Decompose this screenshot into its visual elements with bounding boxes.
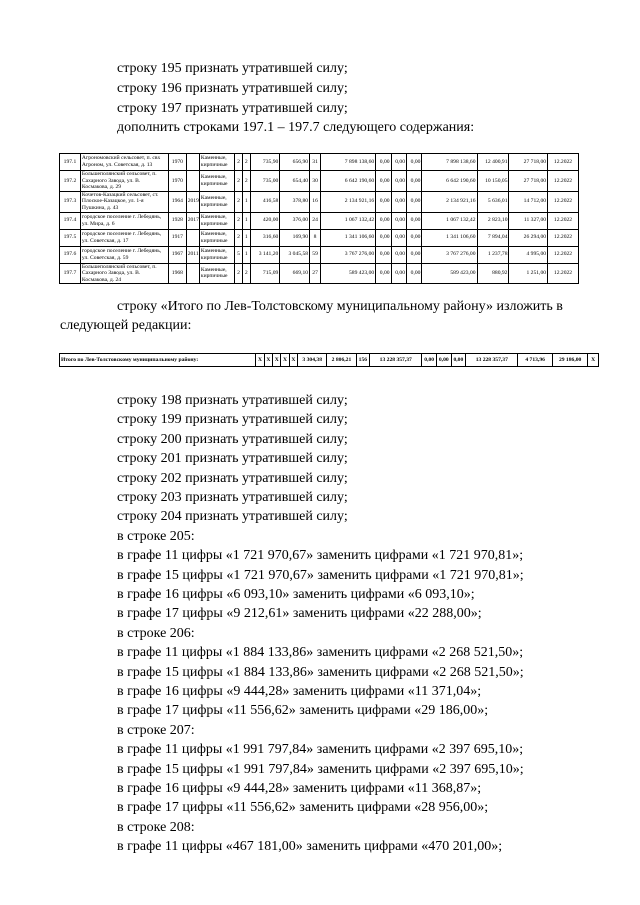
totals-cell: 0,00 (451, 354, 466, 367)
table-cell: 0,00 (407, 246, 422, 263)
amendment-line: в графе 16 цифры «9 444,28» заменить цифрами «11 371,04»; (117, 684, 482, 699)
table-cell: 197.5 (60, 229, 81, 246)
inserted-rows-table (59, 153, 579, 284)
table-cell: 2 (242, 154, 250, 171)
table-cell: 0,00 (407, 191, 422, 212)
table-row (60, 171, 579, 192)
table-cell: 12.2022 (548, 212, 579, 229)
table-cell: 735,90 (250, 154, 280, 171)
table-cell: Агрономовский сельсовет, п. свх Агроном, ул. Советская, д. 13 (80, 154, 168, 171)
table-cell: городское поселение г. Лебедянь, ул. Советская, д. 17 (80, 229, 168, 246)
table-cell: 1964 (169, 191, 187, 212)
amendment-line: в графе 11 цифры «1 884 133,86» заменить цифрами «2 268 521,50»; (117, 645, 524, 661)
table-cell: 1970 (169, 171, 187, 192)
table-cell: 0,00 (391, 191, 406, 212)
table-row (60, 263, 579, 284)
table-cell: 0,00 (407, 171, 422, 192)
table-cell: 3 767 276,00 (321, 246, 376, 263)
table-cell: 12.2022 (548, 263, 579, 284)
table-cell: Большеполянский сельсовет, п. Сахарного Завода, ул. В. Космакова, д. 29 (80, 171, 168, 192)
table-cell: 0,00 (407, 263, 422, 284)
table-row (60, 212, 579, 229)
table-row (60, 154, 579, 171)
table-cell (186, 229, 199, 246)
table-cell: 2 (235, 171, 243, 192)
table-cell: 1 237,78 (477, 246, 509, 263)
table-cell: 26 294,00 (509, 229, 548, 246)
table-cell: Каменные, кирпичные (199, 212, 234, 229)
table-cell: 0,00 (391, 154, 406, 171)
table-cell: 197.2 (60, 171, 81, 192)
amendment-line: в графе 15 цифры «1 884 133,86» заменить цифрами «2 268 521,50»; (117, 664, 524, 680)
table-cell: 2 (235, 229, 243, 246)
table-cell: 1 341 106,60 (422, 229, 477, 246)
totals-cell: X (289, 354, 297, 367)
totals-table (59, 353, 599, 367)
table-cell: 10 150,05 (477, 171, 509, 192)
table-row (60, 191, 579, 212)
table-cell: Каменные, кирпичные (199, 229, 234, 246)
amendment-line: в графе 11 цифры «467 181,00» заменить цифрами «470 201,00»; (117, 839, 503, 855)
table-cell: 169,90 (280, 229, 310, 246)
table-row (60, 229, 579, 246)
amendment-line: в строке 205: (117, 528, 195, 544)
table-cell: 197.1 (60, 154, 81, 171)
table-cell: Каменные, кирпичные (199, 154, 234, 171)
table-cell: 376,00 (280, 212, 310, 229)
table-cell: 416,58 (250, 191, 280, 212)
table-cell: 197.3 (60, 191, 81, 212)
totals-cell: 0,00 (436, 354, 451, 367)
table-cell: 7 894,04 (477, 229, 509, 246)
table-cell: 7 898 138,60 (422, 154, 477, 171)
table-cell: 6 642 190,60 (321, 171, 376, 192)
table-cell: 5 636,01 (477, 191, 509, 212)
table-cell: 2 134 921,16 (422, 191, 477, 212)
table-cell: 656,90 (280, 154, 310, 171)
amendment-line: строку 200 признать утратившей силу; (117, 431, 348, 447)
intro-line: строку 197 признать утратившей силу; (117, 101, 348, 116)
table-cell: 0,00 (376, 154, 391, 171)
table-cell: 880,92 (477, 263, 509, 284)
amendment-line: в графе 17 цифры «9 212,61» заменить цифрами «22 288,00»; (117, 606, 482, 622)
table-cell: 715,09 (250, 263, 280, 284)
table-cell: 378,80 (280, 191, 310, 212)
paragraph-totals-instruction: строку «Итого по Лев-Толстовскому муниципальному району» изложить в следующей редакции: (60, 299, 563, 333)
table-cell: городское поселение г. Лебедянь, ул. Мира, д. 6 (80, 212, 168, 229)
table-cell: 0,00 (391, 246, 406, 263)
table-cell: 12.2022 (548, 246, 579, 263)
table-cell: 735,00 (250, 171, 280, 192)
table-cell: 11 327,00 (509, 212, 548, 229)
amendment-line: в строке 207: (117, 722, 195, 738)
intro-line: строку 195 признать утратившей силу; (117, 61, 348, 76)
amendment-line: в графе 15 цифры «1 991 797,84» заменить цифрами «2 397 695,10»; (117, 761, 524, 777)
table-cell: 1 (242, 191, 250, 212)
table-cell: 2 (235, 154, 243, 171)
table-cell (186, 154, 199, 171)
table-cell: 2 (242, 171, 250, 192)
amendment-line: строку 203 признать утратившей силу; (117, 490, 348, 505)
intro-line: дополнить строками 197.1 – 197.7 следующего содержания: (117, 120, 475, 135)
table-cell: 2011 (186, 246, 199, 263)
table-cell: 0,00 (376, 191, 391, 212)
amendment-line: строку 204 признать утратившей силу; (117, 509, 348, 525)
table-cell: 2 (235, 212, 243, 229)
table-cell: 6 642 190,60 (422, 171, 477, 192)
table-cell: 197.4 (60, 212, 81, 229)
table-cell: Каменные, кирпичные (199, 191, 234, 212)
table-cell: 0,00 (391, 212, 406, 229)
amendment-line: в строке 208: (117, 819, 195, 835)
table-cell (186, 263, 199, 284)
table-cell: 2019 (186, 191, 199, 212)
table-cell: 27 718,00 (509, 171, 548, 192)
amendment-line: строку 201 признать утратившей силу; (117, 451, 348, 467)
totals-row (60, 354, 599, 367)
table-row (60, 246, 579, 263)
table-cell: 7 898 138,60 (321, 154, 376, 171)
totals-cell: X (256, 354, 264, 367)
table-cell: Большеполянский сельсовет, п. Сахарного Завода, ул. В. Космакова, д. 24 (80, 263, 168, 284)
totals-cell: X (588, 354, 599, 367)
amendment-line: в графе 17 цифры «11 556,62» заменить цифрами «28 956,00»; (117, 800, 489, 816)
intro-line: строку 196 признать утратившей силу; (117, 81, 348, 96)
table-cell: 2 134 921,16 (321, 191, 376, 212)
table-cell: 4 995,00 (509, 246, 548, 263)
table-cell: 27 718,00 (509, 154, 548, 171)
table-cell: 654,40 (280, 171, 310, 192)
table-cell: Каменные, кирпичные (199, 171, 234, 192)
amendment-line: в строке 206: (117, 625, 195, 641)
table-cell: 14 712,00 (509, 191, 548, 212)
table-cell: 0,00 (391, 171, 406, 192)
table-cell: 2 (235, 191, 243, 212)
table-cell: 3 767 276,00 (422, 246, 477, 263)
table-cell: 1 251,00 (509, 263, 548, 284)
table-cell: 16 (310, 191, 321, 212)
table-cell: 1968 (169, 263, 187, 284)
table-cell: 1917 (169, 229, 187, 246)
table-cell: 316,60 (250, 229, 280, 246)
table-cell: 12.2022 (548, 191, 579, 212)
amendment-line: строку 202 признать утратившей силу; (117, 470, 348, 486)
table-cell: 0,00 (376, 171, 391, 192)
table-cell: 1 067 132,42 (321, 212, 376, 229)
amendment-line: строку 198 признать утратившей силу; (117, 393, 348, 408)
table-cell: 1 067 132,42 (422, 212, 477, 229)
table-cell: 0,00 (376, 263, 391, 284)
table-cell: 59 (310, 246, 321, 263)
totals-cell: X (281, 354, 289, 367)
table-cell: 2 (242, 263, 250, 284)
table-cell: 2 823,10 (477, 212, 509, 229)
amendment-line: в графе 11 цифры «1 721 970,67» заменить цифрами «1 721 970,81»; (117, 548, 524, 564)
table-cell: городское поселение г. Лебедянь, ул. Советская, д. 59 (80, 246, 168, 263)
table-cell (186, 171, 199, 192)
table-cell: 1 (242, 212, 250, 229)
table-cell: Каменные, кирпичные (199, 246, 234, 263)
table-cell: 1967 (169, 246, 187, 263)
table-cell: 8 (310, 229, 321, 246)
totals-cell: X (264, 354, 272, 367)
totals-cell: 4 713,96 (518, 354, 552, 367)
table-cell: 0,00 (407, 154, 422, 171)
totals-cell: 13 228 357,37 (370, 354, 422, 367)
table-cell: 0,00 (376, 212, 391, 229)
table-cell: 1 (242, 229, 250, 246)
table-cell: Кочетов-Казацкий сельсовет, ст. Плоское-Казацкое, ул. 1-я Пушкина, д. 43 (80, 191, 168, 212)
table-cell: 0,00 (407, 229, 422, 246)
table-cell: 669,10 (280, 263, 310, 284)
table-cell: 12.2022 (548, 229, 579, 246)
table-cell: 0,00 (391, 263, 406, 284)
table-cell: 3 045,58 (280, 246, 310, 263)
table-cell: 27 (310, 263, 321, 284)
amendment-line: строку 199 признать утратившей силу; (117, 412, 348, 428)
table-cell: 2017 (186, 212, 199, 229)
totals-cell: 0,00 (422, 354, 437, 367)
table-cell: 3 141,20 (250, 246, 280, 263)
totals-label: Итого по Лев-Толстовскому муниципальному району: (60, 354, 256, 367)
table-cell: 0,00 (376, 246, 391, 263)
table-cell: 0,00 (376, 229, 391, 246)
table-cell: 197.7 (60, 263, 81, 284)
amendment-line: в графе 11 цифры «1 991 797,84» заменить цифрами «2 397 695,10»; (117, 742, 524, 758)
table-cell: 197.6 (60, 246, 81, 263)
table-cell: Каменные, кирпичные (199, 263, 234, 284)
table-cell: 589 423,00 (321, 263, 376, 284)
totals-cell: X (273, 354, 281, 367)
table-cell: 589 423,00 (422, 263, 477, 284)
table-cell: 12.2022 (548, 171, 579, 192)
table-cell: 1 341 106,60 (321, 229, 376, 246)
table-cell: 0,00 (407, 212, 422, 229)
totals-cell: 2 806,21 (327, 354, 356, 367)
totals-cell: 29 186,00 (552, 354, 588, 367)
table-cell: 1970 (169, 154, 187, 171)
table-cell: 12.2022 (548, 154, 579, 171)
table-cell: 0,00 (391, 229, 406, 246)
table-cell: 30 (310, 171, 321, 192)
table-cell: 1 (242, 246, 250, 263)
amendment-line: в графе 15 цифры «1 721 970,67» заменить цифрами «1 721 970,81»; (117, 567, 524, 583)
totals-cell: 3 304,38 (298, 354, 327, 367)
totals-cell: 13 228 357,37 (466, 354, 518, 367)
table-cell: 5 (235, 246, 243, 263)
table-cell: 420,00 (250, 212, 280, 229)
table-cell: 31 (310, 154, 321, 171)
table-cell: 2 (235, 263, 243, 284)
table-cell: 24 (310, 212, 321, 229)
amendment-line: в графе 16 цифры «9 444,28» заменить цифрами «11 368,87»; (117, 781, 482, 796)
table-cell: 12 400,91 (477, 154, 509, 171)
amendment-line: в графе 17 цифры «11 556,62» заменить цифрами «29 186,00»; (117, 703, 489, 719)
totals-cell: 156 (356, 354, 370, 367)
table-cell: 1928 (169, 212, 187, 229)
amendment-line: в графе 16 цифры «6 093,10» заменить цифрами «6 093,10»; (117, 587, 475, 602)
